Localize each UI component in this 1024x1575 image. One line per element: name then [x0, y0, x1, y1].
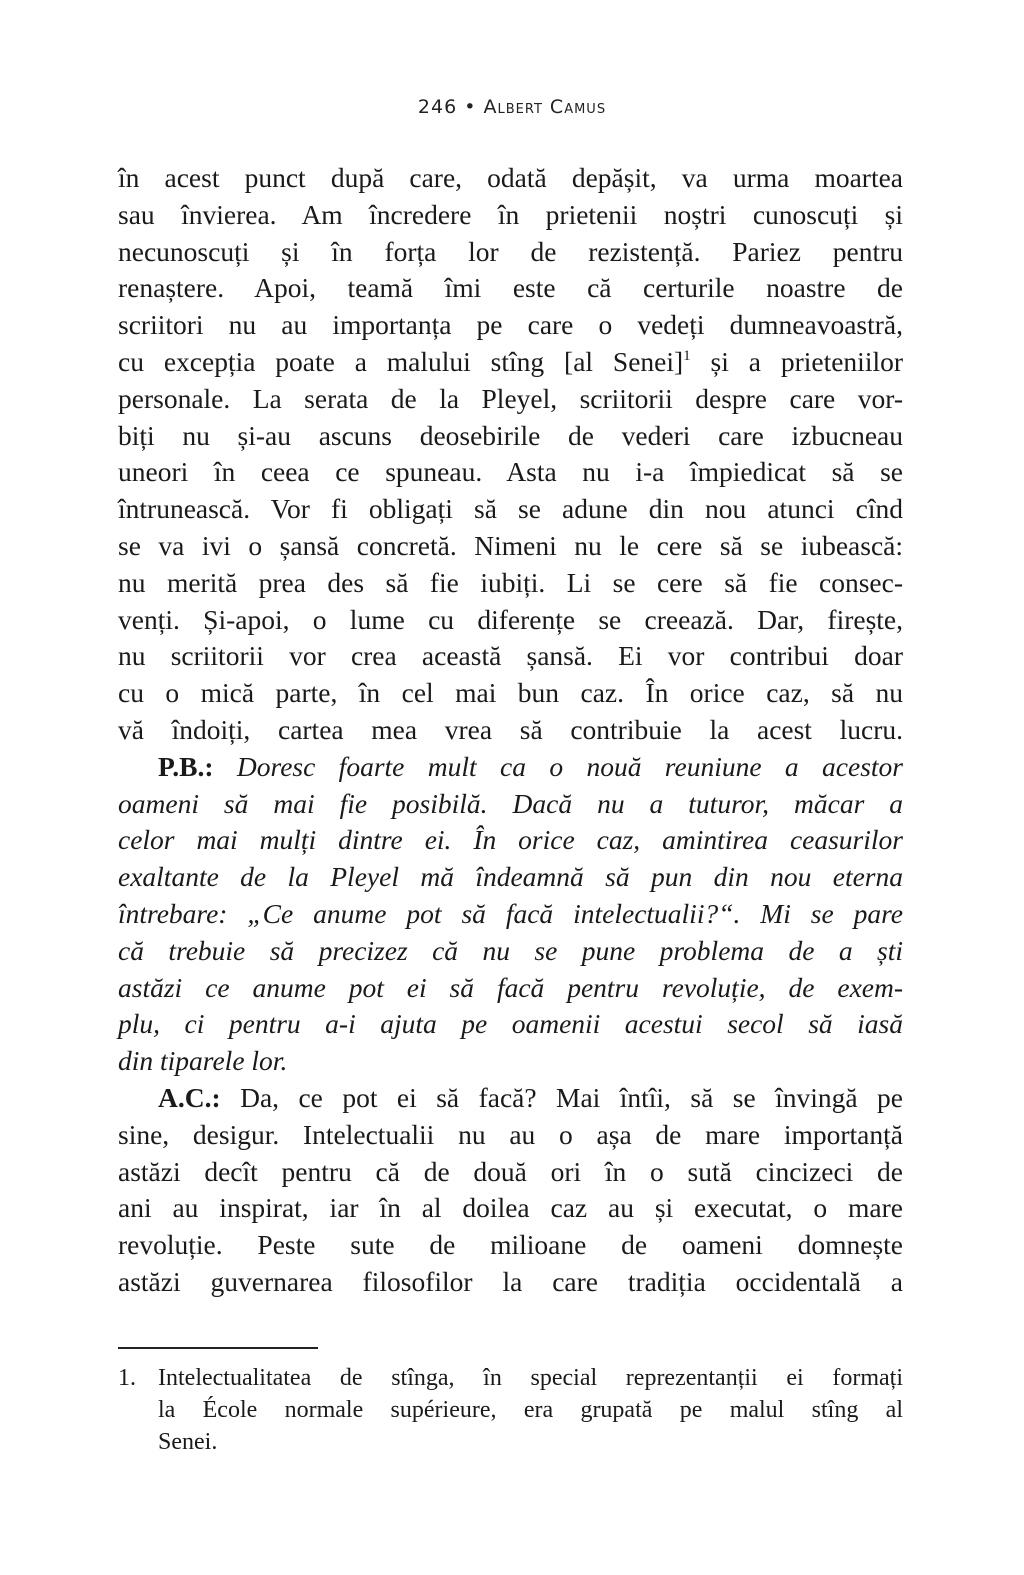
header-author: Albert Camus [483, 96, 607, 118]
paragraph-1 [118, 160, 903, 344]
page-number: 246 [417, 96, 458, 118]
paragraph-1-continued [118, 381, 903, 749]
text-line: P.B.: Doresc foarte mult ca o nouă reuniune a acestor [158, 750, 903, 782]
text-line: întrebare: „Ce anume pot să facă intelectualii?“. Mi se pare [118, 897, 903, 929]
text-line: ani au inspirat, iar în al doilea caz au și executat, o mare [118, 1192, 903, 1224]
text-line: Senei. [158, 1429, 218, 1455]
speaker-label: P.B.: [158, 750, 214, 782]
footnote-number: 1. [118, 1365, 136, 1391]
body-text [118, 160, 903, 1301]
text-line: A.C.: Da, ce pot ei să facă? Mai întîi, să se învingă pe [158, 1081, 903, 1113]
text-line: nu merită prea des să fie iubiți. Li se cere să fie consec- [118, 566, 903, 598]
running-header [0, 96, 1024, 118]
text-line: venți. Și-apoi, o lume cu diferențe se creează. Dar, firește, [118, 603, 903, 635]
text-line: biți nu și-au ascuns deosebirile de vederi care izbucneau [118, 419, 903, 451]
footnote-reference[interactable]: 1 [683, 347, 691, 364]
text-line: întrunească. Vor fi obligați să se adune din nou atunci cînd [118, 493, 903, 525]
text-line: exaltante de la Pleyel mă îndeamnă să pun din nou eterna [118, 861, 903, 893]
text-line: astăzi guvernarea filosofilor la care tradiția occidentală a [118, 1265, 903, 1297]
text-line: nu scriitorii vor crea această șansă. Ei vor contribui doar [118, 640, 903, 672]
text-line: oameni să mai fie posibilă. Dacă nu a tuturor, măcar a [118, 787, 903, 819]
text-line: astăzi decît pentru că de două ori în o sută cincizeci de [118, 1155, 903, 1187]
paragraph-2 [118, 786, 903, 1080]
text-line: cu o mică parte, în cel mai bun caz. În orice caz, să nu [118, 677, 903, 709]
text-line: renaștere. Apoi, teamă îmi este că certurile noastre de [118, 272, 903, 304]
paragraph-3 [118, 1117, 903, 1301]
text-line: la École normale supérieure, era grupată pe malul stîng al [158, 1397, 903, 1423]
text-line: se va ivi o șansă concretă. Nimeni nu le cere să se iubească: [118, 529, 903, 561]
text-line: sine, desigur. Intelectualii nu au o așa de mare importanță [118, 1118, 903, 1150]
text-line: uneori în ceea ce spuneau. Asta nu i-a împiedicat să se [118, 456, 903, 488]
header-separator: • [464, 96, 477, 118]
speaker-label: A.C.: [158, 1081, 221, 1113]
text-line: revoluție. Peste sute de milioane de oameni domnește [118, 1229, 903, 1261]
text-line: că trebuie să precizez că nu se pune problema de a ști [118, 934, 903, 966]
text-line: în acest punct după care, odată depășit, va urma moartea [118, 162, 903, 193]
text-line: cu excepția poate a malului stîng [al Senei]$^1$ și a prieteniilor [118, 345, 904, 377]
text-line: scriitori nu au importanța pe care o vedeți dumneavoastră, [118, 309, 903, 341]
text-line: plu, ci pentru a-i ajuta pe oamenii acestui secol să iasă [118, 1008, 903, 1040]
text-line: sau învierea. Am încredere în prietenii noștri cunoscuți și [118, 198, 903, 230]
footnote-divider [118, 1347, 318, 1349]
text-line: astăzi ce anume pot ei să facă pentru revoluție, de exem- [118, 971, 903, 1003]
text-line: din tiparele lor. [118, 1045, 288, 1077]
text-line: vă îndoiți, cartea mea vrea să contribuie la acest lucru. [118, 713, 903, 745]
text-line: Intelectualitatea de stînga, în special reprezentanții ei formați [158, 1365, 903, 1391]
footnote [118, 1362, 903, 1458]
text-line: necunoscuți și în forța lor de rezistență. Pariez pentru [118, 235, 903, 267]
text-line: personale. La serata de la Pleyel, scriitorii despre care vor- [118, 382, 903, 414]
text-line: celor mai mulți dintre ei. În orice caz, amintirea ceasurilor [118, 824, 903, 856]
